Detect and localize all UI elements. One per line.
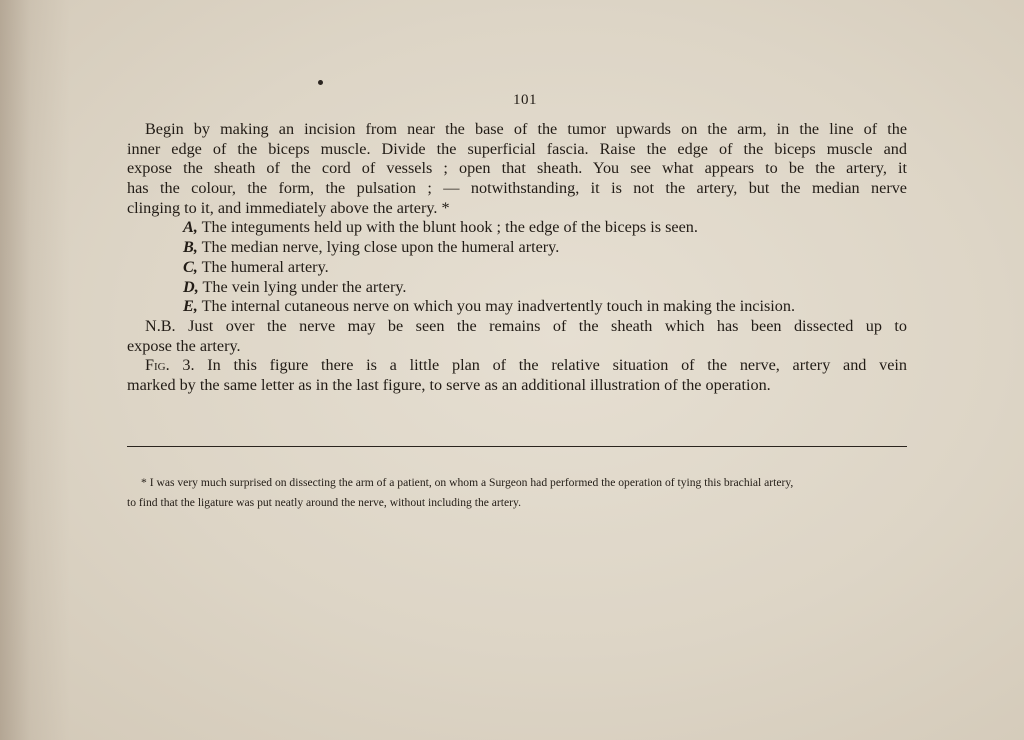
footnote-line: to find that the ligature was put neatly around the nerve, without including the artery.	[127, 495, 521, 509]
legend-letter: B,	[183, 238, 198, 257]
figure-note-text: In this figure there is a little plan of the relative situation of the nerve, artery and vein	[207, 356, 908, 375]
legend-letter: C,	[183, 257, 198, 276]
paragraph-line: has the colour, the form, the pulsation ; — notwithstanding, it is not the artery, but the median nerve	[127, 179, 907, 198]
legend-letter: E,	[183, 297, 198, 316]
note-label: N.B.	[145, 316, 176, 335]
paragraph-line: Begin by making an incision from near the base of the tumor upwards on the arm, in the line of the	[145, 120, 907, 138]
main-text	[127, 120, 907, 396]
legend-text: The vein lying under the artery.	[202, 277, 407, 296]
legend-text: The humeral artery.	[201, 257, 329, 276]
legend-text: The internal cutaneous nerve on which you may inadvertently touch in making the incision.	[201, 297, 796, 316]
paragraph-line: clinging to it, and immediately above the artery. *	[127, 198, 450, 217]
footnote	[127, 474, 907, 513]
ink-speck	[318, 80, 323, 85]
legend-letter: D,	[183, 277, 199, 296]
legend-item-c	[127, 258, 907, 278]
note-text: Just over the nerve may be seen the remains of the sheath which has been dissected up to	[188, 316, 908, 335]
paragraph-line: inner edge of the biceps muscle. Divide the superficial fascia. Raise the edge of the biceps muscle and	[127, 139, 907, 158]
note-line: expose the artery.	[127, 336, 241, 355]
legend-letter: A,	[183, 218, 198, 237]
paragraph-line: expose the sheath of the cord of vessels ; open that sheath. You see what appears to be the artery, it	[127, 159, 907, 178]
page-number: 101	[513, 92, 537, 108]
footnote-line: * I was very much surprised on dissecting the arm of a patient, on whom a Surgeon had performed the operation of tying this brachial artery,	[141, 476, 794, 489]
legend-item-a	[127, 218, 907, 238]
legend-text: The integuments held up with the blunt hook ; the edge of the biceps is seen.	[201, 218, 698, 237]
note-line	[127, 317, 907, 337]
legend-item-e	[127, 297, 907, 317]
legend-item-b	[127, 238, 907, 258]
legend-text: The median nerve, lying close upon the humeral artery.	[201, 238, 560, 257]
legend-item-d	[127, 278, 907, 298]
figure-note-line: marked by the same letter as in the last figure, to serve as an additional illustration of the operation.	[127, 375, 771, 394]
footnote-rule	[127, 446, 907, 447]
figure-label: Fig. 3.	[145, 356, 195, 375]
figure-note-line	[127, 356, 907, 376]
